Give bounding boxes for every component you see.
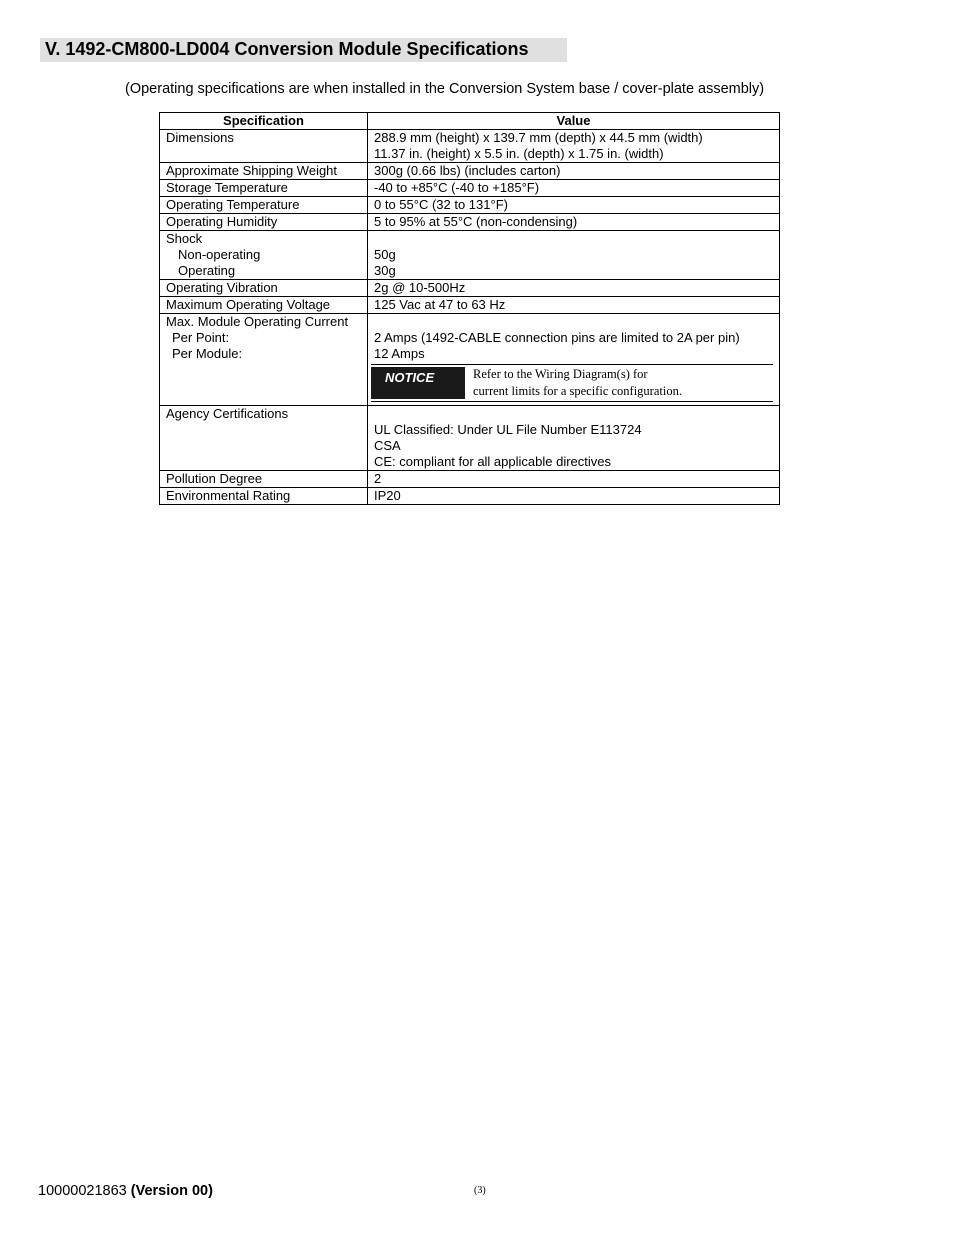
doc-number: 10000021863 bbox=[38, 1183, 127, 1199]
table-row bbox=[160, 488, 780, 505]
table-row bbox=[160, 314, 780, 406]
table-header-row bbox=[160, 113, 780, 130]
spec-label: Operating Humidity bbox=[160, 214, 368, 231]
spec-value: 125 Vac at 47 to 63 Hz bbox=[368, 297, 780, 314]
value-line: 11.37 in. (height) x 5.5 in. (depth) x 1.75 in. (width) bbox=[374, 146, 664, 161]
notice-tag: NOTICE bbox=[371, 367, 465, 399]
table-row bbox=[160, 130, 780, 163]
spec-label: Pollution Degree bbox=[160, 471, 368, 488]
table-row bbox=[160, 197, 780, 214]
spec-value: 2 bbox=[368, 471, 780, 488]
section-heading: V. 1492-CM800-LD004 Conversion Module Specifications bbox=[45, 39, 529, 59]
value-line: 50g bbox=[374, 247, 396, 262]
notice-box bbox=[371, 364, 773, 402]
spec-label: Approximate Shipping Weight bbox=[160, 163, 368, 180]
spec-sublabel: Non-operating bbox=[178, 247, 261, 262]
subtitle: (Operating specifications are when installed in the Conversion System base / cover-plate assembly) bbox=[125, 81, 765, 97]
spec-value: IP20 bbox=[368, 488, 780, 505]
table-row bbox=[160, 280, 780, 297]
spec-label: Dimensions bbox=[160, 130, 368, 163]
spec-label bbox=[160, 314, 368, 406]
value-line: CSA bbox=[374, 438, 401, 453]
spec-label: Operating Temperature bbox=[160, 197, 368, 214]
spec-value bbox=[368, 231, 780, 280]
spec-sublabel: Per Module: bbox=[172, 346, 243, 361]
spec-value: 5 to 95% at 55°C (non-condensing) bbox=[368, 214, 780, 231]
doc-version: (Version 00) bbox=[130, 1183, 213, 1199]
header-value: Value bbox=[368, 113, 780, 130]
section-heading-bar bbox=[40, 38, 567, 62]
value-line: 2 Amps (1492-CABLE connection pins are limited to 2A per pin) bbox=[374, 330, 740, 345]
table-row bbox=[160, 180, 780, 197]
spec-value: -40 to +85°C (-40 to +185°F) bbox=[368, 180, 780, 197]
spec-value: 2g @ 10-500Hz bbox=[368, 280, 780, 297]
spec-label: Maximum Operating Voltage bbox=[160, 297, 368, 314]
table-row bbox=[160, 297, 780, 314]
spec-table bbox=[159, 112, 780, 505]
spec-label: Storage Temperature bbox=[160, 180, 368, 197]
spec-value bbox=[368, 130, 780, 163]
spec-label-text: Max. Module Operating Current bbox=[166, 314, 349, 329]
spec-value: 0 to 55°C (32 to 131°F) bbox=[368, 197, 780, 214]
spec-label: Operating Vibration bbox=[160, 280, 368, 297]
spec-sublabel: Operating bbox=[178, 263, 236, 278]
value-line: CE: compliant for all applicable directives bbox=[374, 454, 611, 469]
notice-text bbox=[465, 365, 682, 401]
notice-line: current limits for a specific configuration. bbox=[473, 384, 682, 398]
table-row bbox=[160, 214, 780, 231]
spec-sublabel: Per Point: bbox=[172, 330, 230, 345]
spec-value: 300g (0.66 lbs) (includes carton) bbox=[368, 163, 780, 180]
spec-label bbox=[160, 231, 368, 280]
page-number: (3) bbox=[474, 1185, 486, 1196]
header-specification: Specification bbox=[160, 113, 368, 130]
spec-value bbox=[368, 314, 780, 406]
spec-label: Agency Certifications bbox=[160, 406, 368, 471]
value-line: 30g bbox=[374, 263, 396, 278]
spec-label-text: Shock bbox=[166, 231, 203, 246]
notice-line: Refer to the Wiring Diagram(s) for bbox=[473, 367, 648, 381]
value-line: 12 Amps bbox=[374, 346, 425, 361]
spec-label: Environmental Rating bbox=[160, 488, 368, 505]
value-line: UL Classified: Under UL File Number E113724 bbox=[374, 422, 642, 437]
table-row bbox=[160, 471, 780, 488]
value-line: 288.9 mm (height) x 139.7 mm (depth) x 44.5 mm (width) bbox=[374, 130, 703, 145]
footer-doc-info bbox=[38, 1183, 213, 1199]
spec-value bbox=[368, 406, 780, 471]
table-row bbox=[160, 231, 780, 280]
table-row bbox=[160, 406, 780, 471]
table-row bbox=[160, 163, 780, 180]
